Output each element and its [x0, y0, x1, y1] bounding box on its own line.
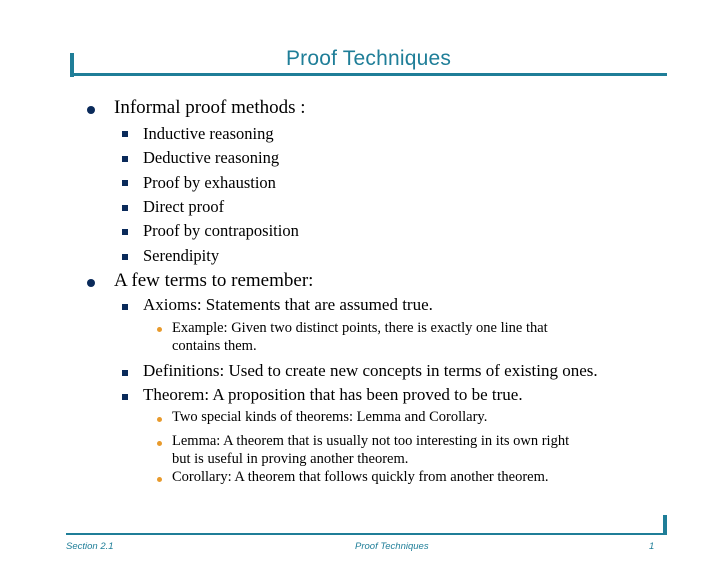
- title-underline: [70, 73, 667, 76]
- note-line: Lemma: A theorem that is usually not too interesting in its own right: [172, 433, 570, 449]
- section-heading: Informal proof methods :: [114, 97, 306, 118]
- round-bullet-icon: [157, 441, 162, 446]
- square-bullet-icon: [122, 180, 128, 186]
- square-bullet-icon: [122, 131, 128, 137]
- footer-section: Section 2.1: [66, 541, 114, 552]
- square-bullet-icon: [122, 156, 128, 162]
- footer-title: Proof Techniques: [355, 541, 429, 552]
- round-bullet-icon: [157, 477, 162, 482]
- footer-divider: [66, 533, 667, 535]
- note-line: but is useful in proving another theorem.: [172, 451, 409, 467]
- list-item: Serendipity: [143, 246, 220, 265]
- square-bullet-icon: [122, 229, 128, 235]
- term-item: Axioms: Statements that are assumed true.: [143, 295, 433, 314]
- bullet-icon: [87, 279, 95, 287]
- square-bullet-icon: [122, 394, 128, 400]
- footer-accent-tick: [663, 515, 667, 535]
- list-item: Direct proof: [143, 197, 225, 216]
- list-item: Inductive reasoning: [143, 124, 274, 143]
- term-item: Definitions: Used to create new concepts in terms of existing ones.: [143, 361, 598, 380]
- square-bullet-icon: [122, 370, 128, 376]
- square-bullet-icon: [122, 254, 128, 260]
- page-number: 1: [649, 541, 655, 552]
- section-heading: A few terms to remember:: [114, 270, 314, 291]
- note-line: contains them.: [172, 338, 257, 354]
- term-item: Theorem: A proposition that has been proved to be true.: [143, 385, 523, 404]
- list-item: Proof by contraposition: [143, 221, 299, 240]
- list-item: Proof by exhaustion: [143, 173, 276, 192]
- slide-title: Proof Techniques: [285, 47, 452, 70]
- bullet-icon: [87, 106, 95, 114]
- round-bullet-icon: [157, 417, 162, 422]
- square-bullet-icon: [122, 304, 128, 310]
- note-line: Example: Given two distinct points, there is exactly one line that: [172, 320, 548, 336]
- note-line: Two special kinds of theorems: Lemma and Corollary.: [172, 409, 488, 425]
- round-bullet-icon: [157, 327, 162, 332]
- square-bullet-icon: [122, 205, 128, 211]
- list-item: Deductive reasoning: [143, 148, 280, 167]
- note-line: Corollary: A theorem that follows quickly from another theorem.: [172, 469, 549, 485]
